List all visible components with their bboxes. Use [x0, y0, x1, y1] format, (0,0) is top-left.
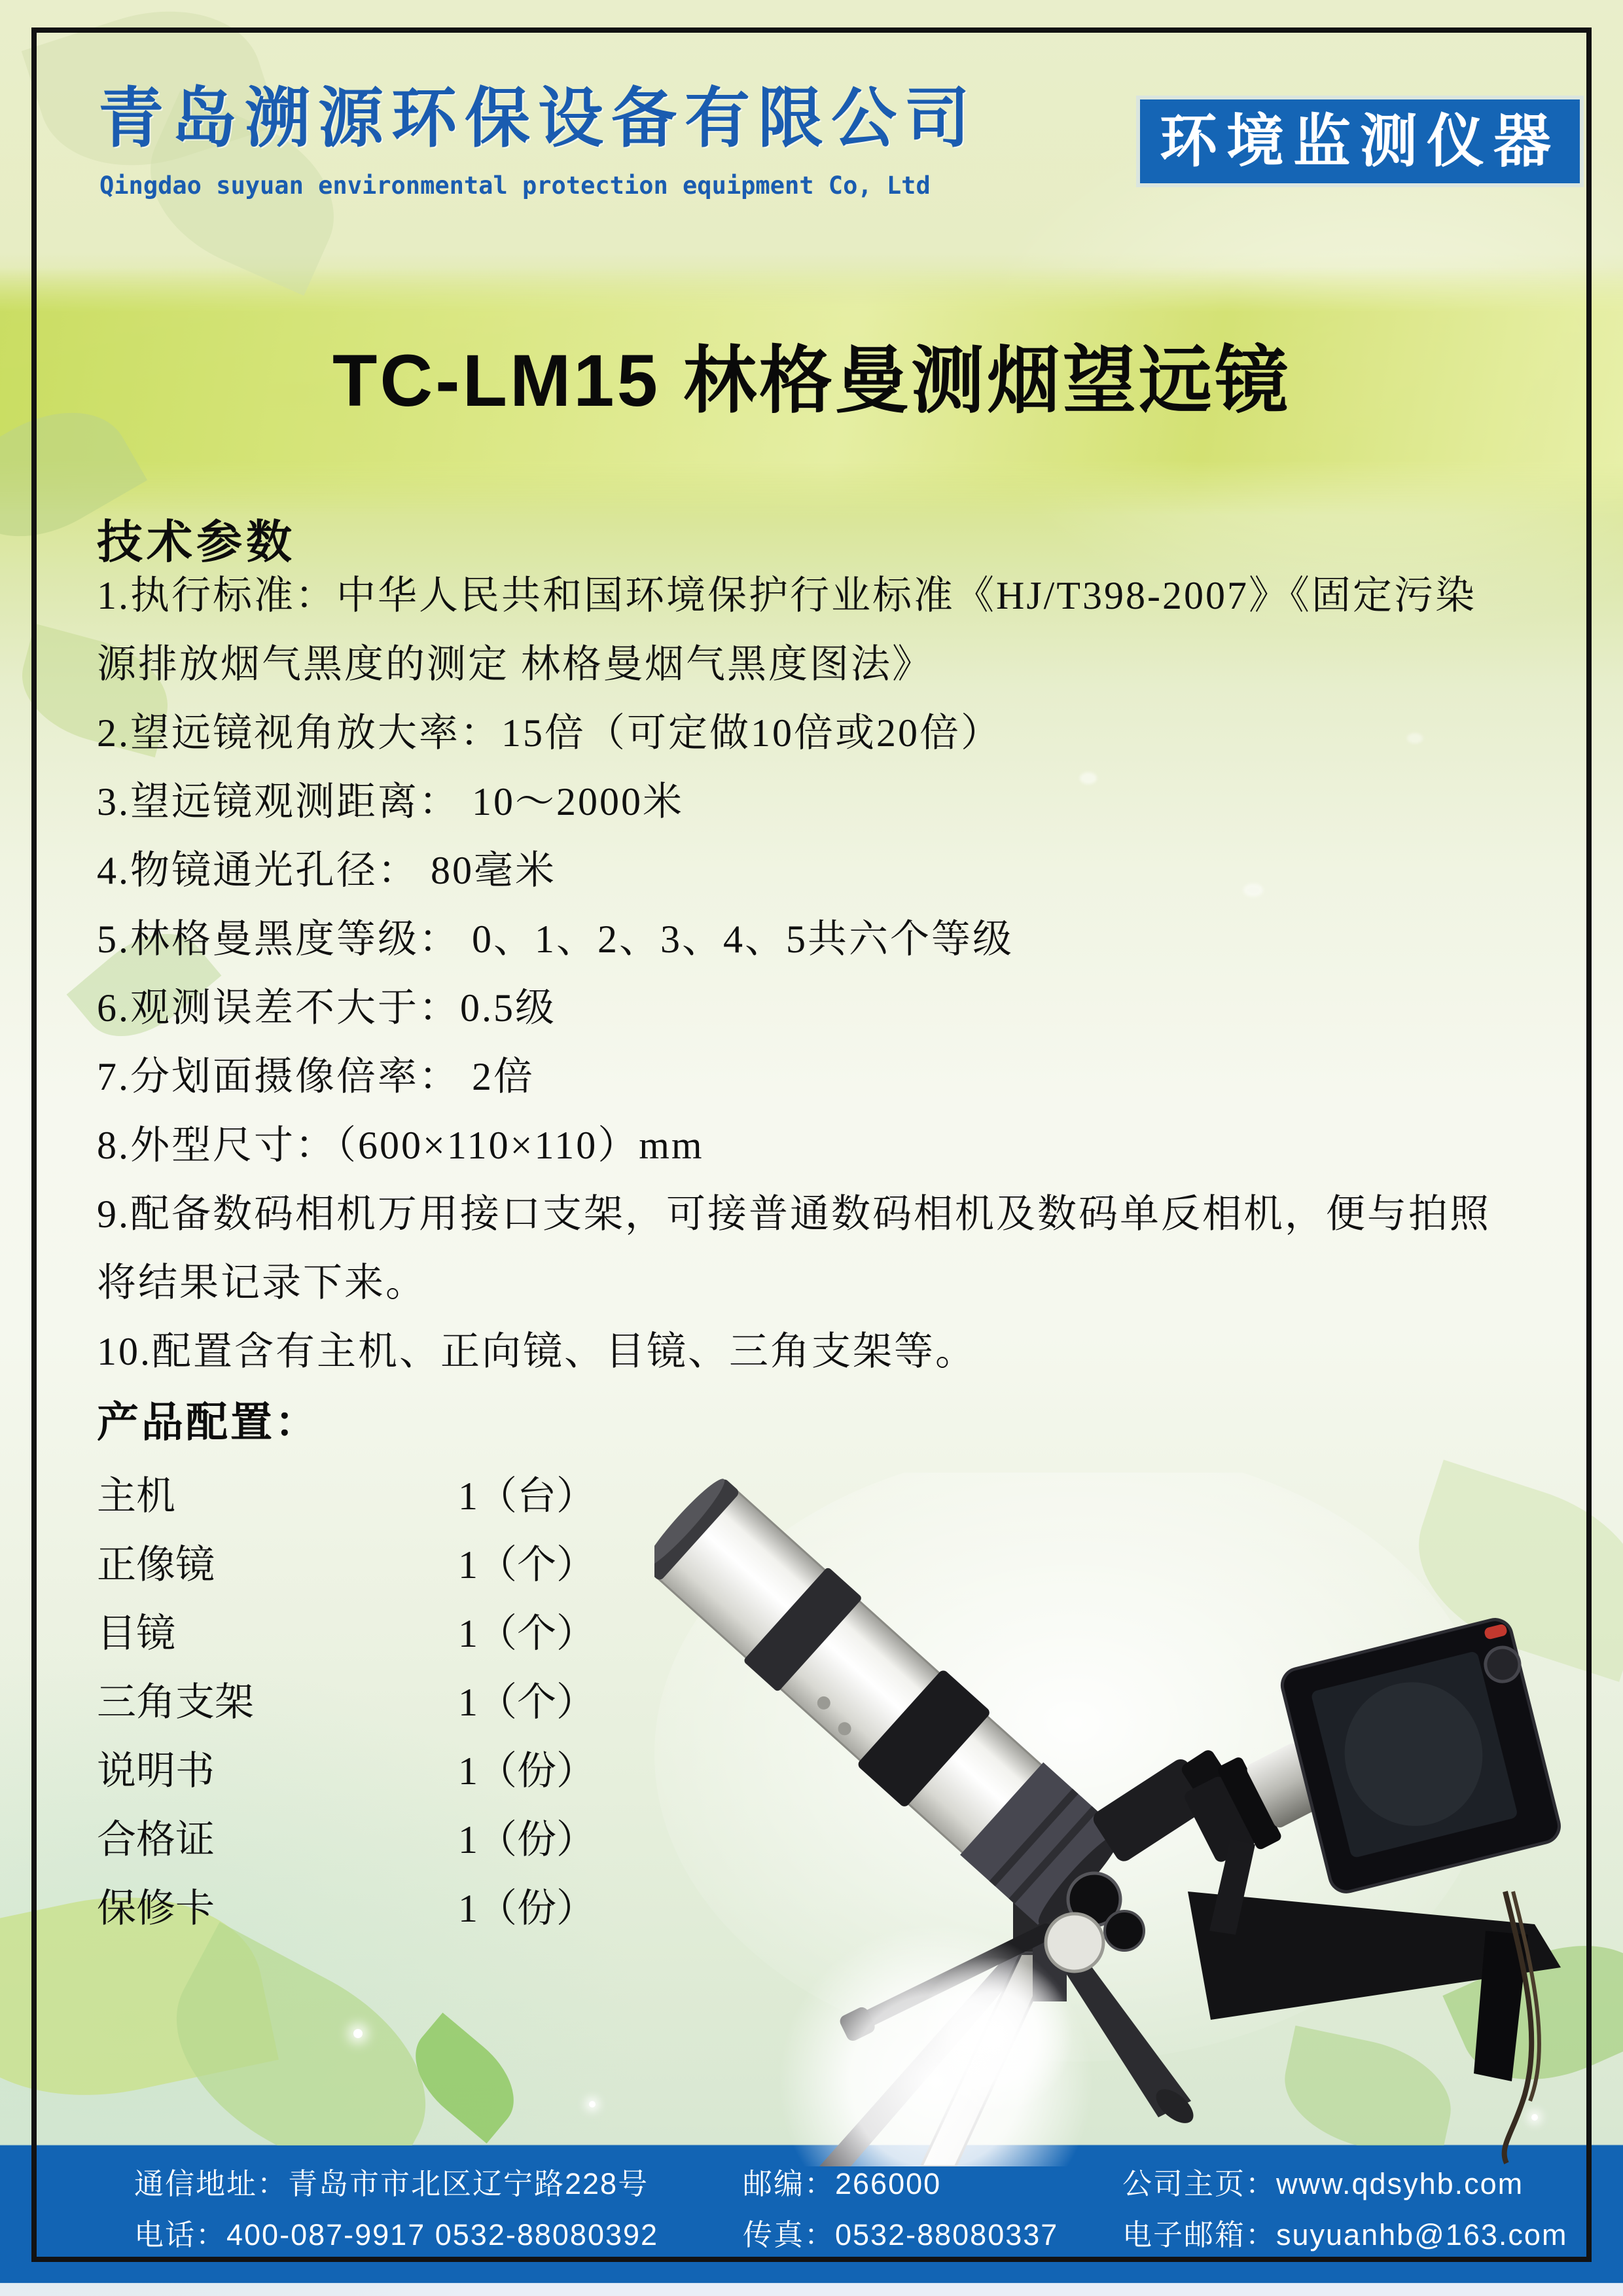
product-photo — [654, 1473, 1597, 2166]
config-row — [97, 1740, 686, 1808]
config-item-name: 目镜 — [97, 1612, 175, 1655]
spec-line: 2.望远镜视角放大率：15倍（可定做10倍或20倍） — [97, 711, 1002, 755]
light-flare — [916, 1957, 1073, 2114]
footer-phone: 电话：400-087-9917 0532-88080392 — [134, 2218, 659, 2251]
config-item-name: 主机 — [97, 1475, 175, 1518]
config-item-qty: 1（个） — [458, 1681, 596, 1724]
config-row — [97, 1602, 686, 1671]
sparkle-decoration — [589, 2101, 596, 2108]
company-name-cn: 青岛溯源环保设备有限公司 — [98, 82, 978, 155]
config-item-qty: 1（台） — [458, 1475, 596, 1518]
config-item-name: 正像镜 — [97, 1543, 215, 1587]
spec-list — [97, 564, 1550, 1389]
config-item-name: 保修卡 — [97, 1887, 215, 1930]
config-item-qty: 1（个） — [458, 1543, 596, 1587]
config-heading: 产品配置： — [97, 1399, 319, 1446]
footer-postcode: 邮编：266000 — [743, 2167, 942, 2200]
footer-homepage: 公司主页：www.qdsyhb.com — [1122, 2167, 1524, 2200]
config-item-qty: 1（份） — [458, 1887, 596, 1930]
config-item-qty: 1（份） — [458, 1749, 596, 1793]
config-table — [97, 1465, 686, 1946]
config-row — [97, 1877, 686, 1946]
config-item-name: 三角支架 — [97, 1681, 254, 1724]
sparkle-decoration — [353, 2029, 363, 2038]
config-row — [97, 1534, 686, 1602]
config-row — [97, 1465, 686, 1534]
spec-line: 10.配置含有主机、正向镜、目镜、三角支架等。 — [97, 1330, 976, 1373]
footer-address: 通信地址：青岛市市北区辽宁路228号 — [134, 2167, 649, 2200]
spec-line: 3.望远镜观测距离： 10～2000米 — [97, 780, 684, 823]
footer-fax: 传真：0532-88080337 — [743, 2218, 1059, 2251]
product-title: TC-LM15 林格曼测烟望远镜 — [332, 340, 1291, 422]
config-row — [97, 1808, 686, 1877]
spec-line: 源排放烟气黑度的测定 林格曼烟气黑度图法》 — [97, 643, 933, 686]
config-item-qty: 1（个） — [458, 1612, 596, 1655]
config-row — [97, 1671, 686, 1740]
config-item-qty: 1（份） — [458, 1818, 596, 1861]
company-name-en: Qingdao suyuan environmental protection equipment Co, Ltd — [99, 171, 931, 200]
config-item-name: 合格证 — [97, 1818, 215, 1861]
spec-line: 6.观测误差不大于：0.5级 — [97, 986, 556, 1030]
spec-line: 5.林格曼黑度等级： 0、1、2、3、4、5共六个等级 — [97, 918, 1014, 961]
spec-line: 8.外型尺寸：（600×110×110）mm — [97, 1124, 704, 1167]
spec-line: 7.分划面摄像倍率： 2倍 — [97, 1055, 535, 1098]
footer-email: 电子邮箱：suyuanhb@163.com — [1122, 2218, 1568, 2251]
config-item-name: 说明书 — [97, 1749, 215, 1793]
category-badge: 环境监测仪器 — [1140, 99, 1580, 183]
spec-line: 将结果记录下来。 — [97, 1261, 427, 1304]
spec-line: 4.物镜通光孔径： 80毫米 — [97, 849, 556, 892]
spec-line: 1.执行标准：中华人民共和国环境保护行业标准《HJ/T398-2007》《固定污染 — [97, 574, 1476, 617]
specs-heading: 技术参数 — [97, 516, 296, 567]
spec-line: 9.配备数码相机万用接口支架，可接普通数码相机及数码单反相机，便与拍照 — [97, 1193, 1491, 1236]
